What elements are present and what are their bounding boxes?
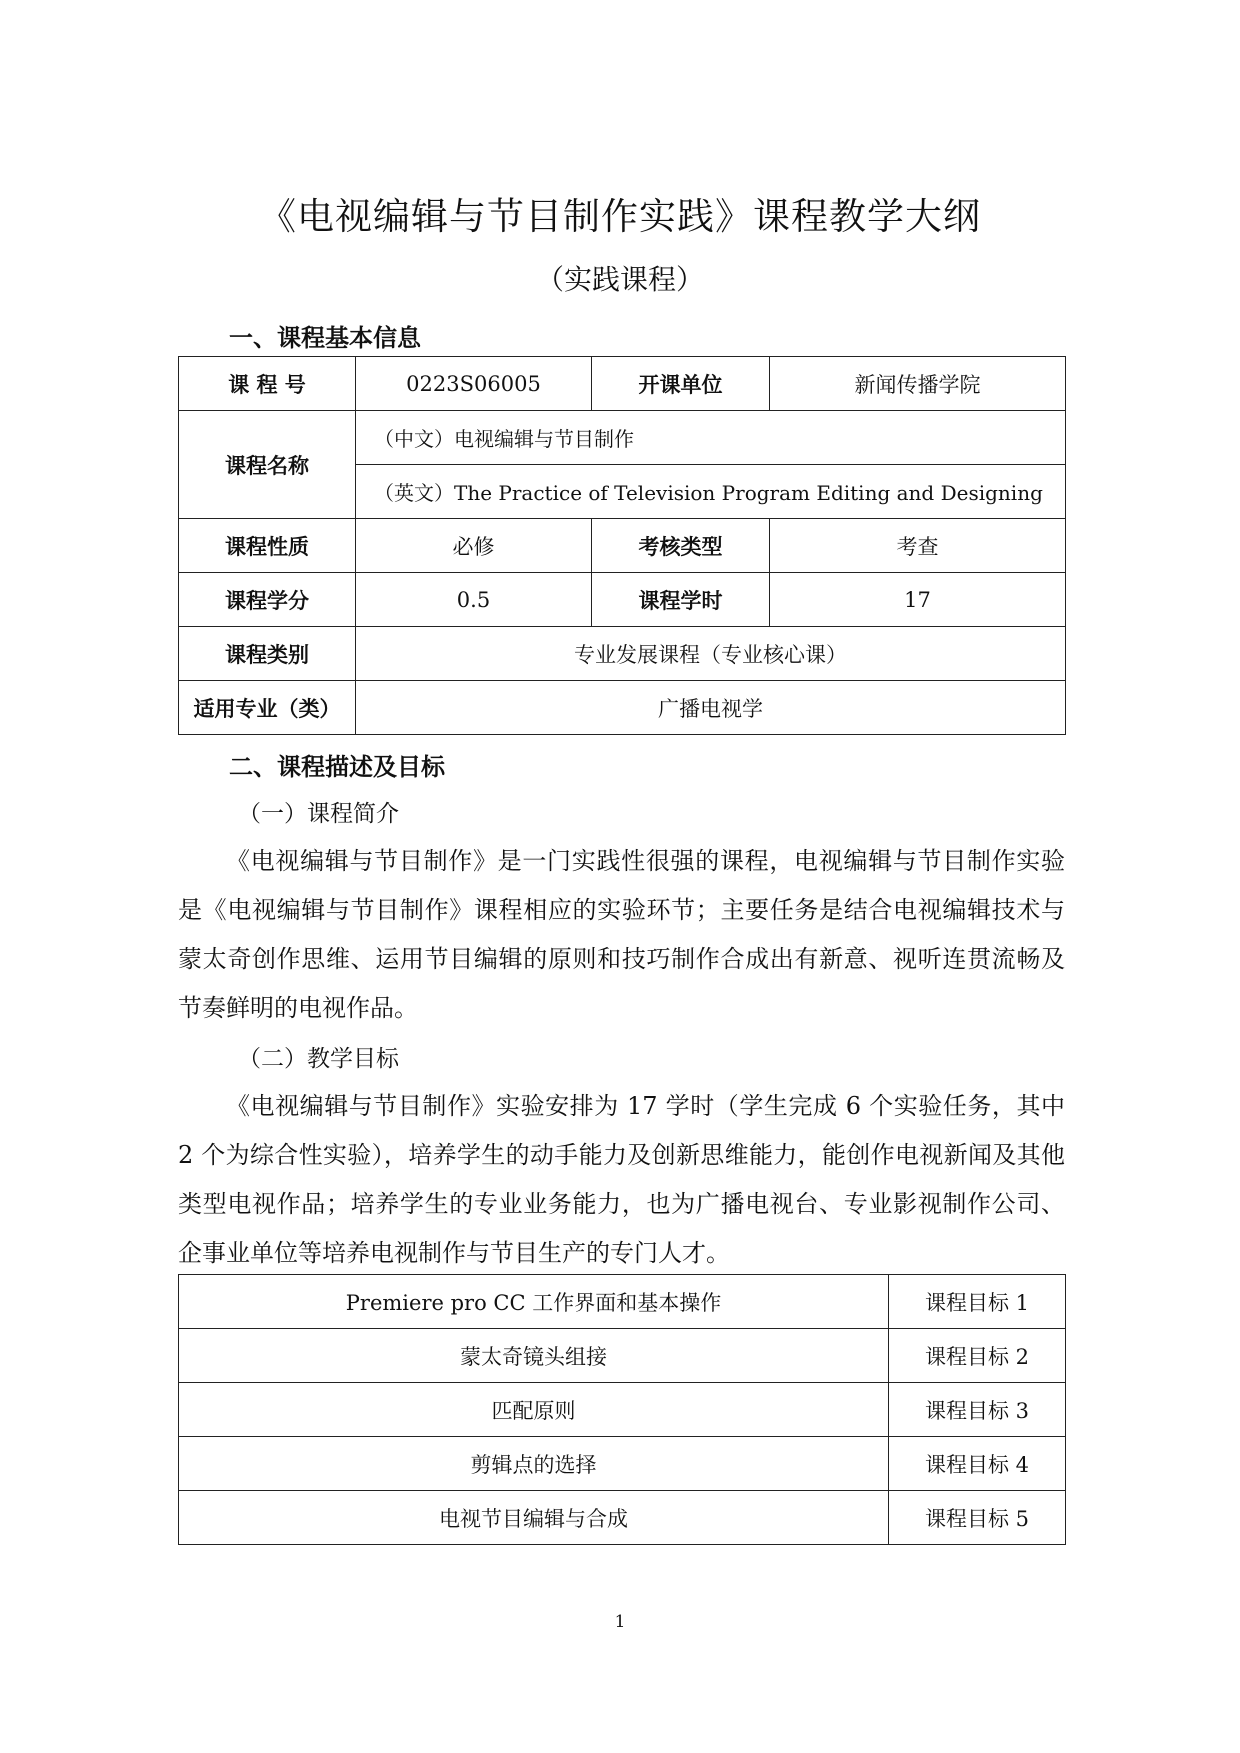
goal-item: Premiere pro CC 工作界面和基本操作 xyxy=(179,1275,889,1329)
credit-label: 课程学分 xyxy=(179,573,356,627)
document-subtitle: （实践课程） xyxy=(535,263,704,296)
unit-value: 新闻传播学院 xyxy=(770,357,1066,411)
table-row xyxy=(179,681,1066,735)
major-value: 广播电视学 xyxy=(356,681,1066,735)
goal-label: 课程目标 1 xyxy=(889,1275,1066,1329)
table-row xyxy=(179,1275,1066,1329)
category-value: 专业发展课程（专业核心课） xyxy=(356,627,1066,681)
hours-label: 课程学时 xyxy=(592,573,770,627)
document-title: 《电视编辑与节目制作实践》课程教学大纲 xyxy=(259,195,981,238)
table-row xyxy=(179,1383,1066,1437)
course-no-label: 课 程 号 xyxy=(179,357,356,411)
table-row xyxy=(179,573,1066,627)
table-row xyxy=(179,1329,1066,1383)
nature-value: 必修 xyxy=(356,519,592,573)
unit-label: 开课单位 xyxy=(592,357,770,411)
nature-label: 课程性质 xyxy=(179,519,356,573)
course-name-en: （英文）The Practice of Television Program Editing and Designing xyxy=(356,465,1066,519)
credit-value: 0.5 xyxy=(356,573,592,627)
table-row xyxy=(179,1437,1066,1491)
goal-heading: （二）教学目标 xyxy=(238,1046,399,1072)
course-name-cn: （中文）电视编辑与节目制作 xyxy=(356,411,1066,465)
category-label: 课程类别 xyxy=(179,627,356,681)
page-number: 1 xyxy=(614,1612,626,1632)
table-row xyxy=(179,519,1066,573)
section-heading-description: 二、课程描述及目标 xyxy=(229,753,445,781)
assess-label: 考核类型 xyxy=(592,519,770,573)
table-row xyxy=(179,1491,1066,1545)
table-row xyxy=(179,411,1066,465)
goal-item: 电视节目编辑与合成 xyxy=(179,1491,889,1545)
goal-label: 课程目标 2 xyxy=(889,1329,1066,1383)
major-label: 适用专业（类） xyxy=(179,681,356,735)
goal-label: 课程目标 5 xyxy=(889,1491,1066,1545)
goal-label: 课程目标 3 xyxy=(889,1383,1066,1437)
course-no-value: 0223S06005 xyxy=(356,357,592,411)
course-info-table xyxy=(178,356,1066,735)
goal-item: 剪辑点的选择 xyxy=(179,1437,889,1491)
intro-paragraph: 《电视编辑与节目制作》是一门实践性很强的课程，电视编辑与节目制作实验是《电视编辑与节目制作》课程相应的实验环节；主要任务是结合电视编辑技术与蒙太奇创作思维、运用节目编辑的原则和技巧制作合成出有新意、视听连贯流畅及节奏鲜明的电视作品。 xyxy=(178,847,1065,1022)
intro-heading: （一）课程简介 xyxy=(238,801,399,827)
course-goals-table xyxy=(178,1274,1066,1545)
section-heading-basic-info: 一、课程基本信息 xyxy=(229,324,421,352)
course-name-label: 课程名称 xyxy=(179,411,356,519)
goal-paragraph: 《电视编辑与节目制作》实验安排为 17 学时（学生完成 6 个实验任务，其中 2 个为综合性实验），培养学生的动手能力及创新思维能力，能创作电视新闻及其他类型电视作品；培养学生的专业业务能力，也为广播电视台、专业影视制作公司、企事业单位等培养电视制作与节目生产的专门人才。 xyxy=(178,1092,1065,1267)
hours-value: 17 xyxy=(770,573,1066,627)
goal-item: 匹配原则 xyxy=(179,1383,889,1437)
goal-label: 课程目标 4 xyxy=(889,1437,1066,1491)
assess-value: 考查 xyxy=(770,519,1066,573)
table-row xyxy=(179,627,1066,681)
goal-item: 蒙太奇镜头组接 xyxy=(179,1329,889,1383)
table-row xyxy=(179,357,1066,411)
